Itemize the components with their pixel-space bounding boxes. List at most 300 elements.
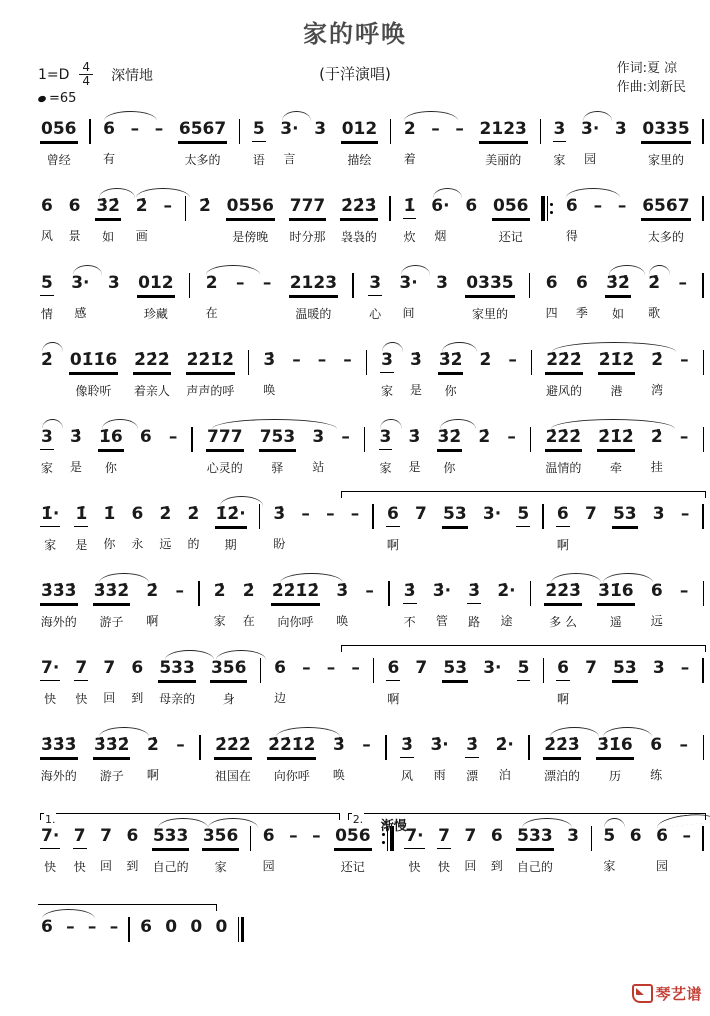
note-token [128, 658, 146, 705]
note-digits: 7 [415, 504, 427, 524]
note-digits: – [431, 119, 440, 139]
lyric: 家 [553, 153, 566, 167]
lyric [521, 538, 525, 552]
note-digits: 3· [399, 273, 418, 293]
lyric: 四 [545, 306, 558, 320]
note-token [213, 504, 249, 552]
lyric: 期 [224, 538, 237, 552]
note-digits: – [176, 735, 185, 755]
lyric: 边 [274, 691, 287, 705]
lyric: 时分那 [289, 230, 326, 244]
bar-line [542, 504, 543, 529]
note-digits: 01̇1̇6 [69, 350, 118, 373]
bar-line [372, 504, 373, 529]
lyric: 啊 [386, 538, 399, 552]
note-digits: 2̇ [146, 735, 159, 755]
note-digits: 2̇ [135, 196, 148, 216]
note-token [100, 119, 118, 166]
lyric: 到 [131, 691, 144, 705]
note-token [677, 427, 692, 474]
note-token [260, 826, 278, 873]
note-digits: 3̇ [273, 504, 286, 524]
lyric: 自己的 [516, 860, 553, 874]
lyric: 如 [612, 307, 625, 321]
lyric: 如 [102, 230, 115, 244]
note-token [595, 581, 637, 629]
lyric: 漂泊的 [543, 769, 580, 783]
note-token [362, 581, 377, 628]
note-digits: – [679, 735, 689, 755]
note-token [100, 658, 118, 705]
lyric: 啊 [146, 768, 159, 782]
note-digits: – [130, 119, 140, 139]
note-token [480, 504, 504, 551]
note-digits: – [312, 826, 321, 846]
lyric: 到 [126, 859, 139, 873]
lyric: 唤 [332, 768, 345, 782]
bar-line [702, 658, 703, 683]
site-watermark[interactable] [632, 983, 702, 1004]
lyric: 练 [650, 768, 663, 782]
note-digits: 2̇2̇3̇ [543, 735, 581, 758]
lyric: 感 [74, 306, 87, 320]
lyric: 遥 [609, 615, 622, 629]
note-digits: 3̇1̇6 [596, 735, 634, 758]
score-line [38, 273, 704, 350]
lyric: 自己的 [152, 860, 189, 874]
note-token [678, 658, 693, 705]
note-token [311, 119, 329, 166]
lyric [178, 614, 182, 628]
note-token [678, 504, 693, 551]
note-digits: – [682, 826, 691, 846]
note-token [287, 273, 340, 321]
note-digits: – [163, 196, 172, 216]
lyric [166, 229, 170, 243]
note-token [402, 826, 426, 874]
lyric: 快 [73, 860, 86, 874]
lyric: 挂 [650, 460, 663, 474]
lyric: 家 [381, 384, 394, 398]
note-token [677, 735, 692, 782]
lyric [490, 537, 494, 551]
note-token [333, 581, 351, 628]
note-digits: 2̇2̇2̇ [214, 735, 252, 758]
note-token [85, 917, 100, 964]
note-digits: 7 [585, 658, 597, 678]
bar-line [385, 735, 386, 760]
note-token [250, 119, 268, 167]
note-digits: 3 [107, 273, 120, 293]
lyric [238, 306, 242, 320]
note-token [594, 735, 636, 783]
note-token [600, 826, 618, 873]
note-digits: – [507, 427, 516, 447]
note-token [68, 273, 92, 320]
lyric: 你 [104, 461, 117, 475]
score-body [0, 111, 710, 994]
note-digits: 6 [575, 273, 588, 293]
note-token [430, 581, 454, 628]
note-token [480, 658, 504, 705]
note-token [309, 427, 327, 474]
note-token [107, 917, 122, 964]
note-digits: 2̇· [497, 581, 516, 601]
lyric [657, 537, 661, 551]
note-token [612, 119, 630, 166]
note-digits: 3̇3̇3̇ [40, 581, 78, 604]
note-digits: 6567 [178, 119, 227, 142]
note-token [463, 735, 481, 783]
bar-line [185, 196, 186, 221]
note-token [289, 350, 304, 397]
note-token [648, 427, 666, 474]
note-token [38, 826, 62, 874]
lyric: 站 [312, 460, 325, 474]
lyric: 历 [608, 769, 621, 783]
note-digits: 53 [442, 504, 468, 527]
note-digits: 3 [379, 427, 393, 450]
note-token [309, 826, 324, 873]
note-digits: 3̇ [403, 581, 417, 604]
lyric: 是 [409, 383, 422, 397]
lyric [318, 152, 322, 166]
note-digits: 3̇ [332, 735, 345, 755]
key-signature: 1=D [38, 66, 70, 83]
note-token [323, 504, 338, 551]
note-token [67, 350, 120, 398]
lyric [596, 229, 600, 243]
note-digits: 012 [137, 273, 175, 296]
lyric [45, 950, 49, 964]
note-digits: 3̇ [465, 735, 479, 758]
note-token [412, 504, 430, 551]
note-digits: 3̇2̇ [438, 350, 464, 373]
note-token [554, 504, 572, 552]
note-digits: 012 [341, 119, 379, 142]
note-digits: 056 [40, 119, 78, 142]
lyric [90, 950, 94, 964]
note-digits: 6 [41, 917, 53, 937]
note-digits: 2̇ [478, 427, 491, 447]
lyric: 心 [369, 307, 382, 321]
lyric: 向你呼 [273, 769, 310, 783]
note-token [543, 427, 585, 475]
note-token [315, 350, 330, 397]
lyric: 袅袅的 [340, 230, 377, 244]
lyric [265, 306, 269, 320]
lyric: 声声的呼 [186, 384, 235, 398]
note-digits: 3 [652, 504, 665, 524]
lyric: 季 [575, 306, 588, 320]
note-token [143, 581, 161, 628]
note-token [433, 273, 451, 320]
note-token [129, 504, 147, 551]
note-digits: 2̇ [198, 196, 211, 216]
note-digits: 5 [516, 504, 530, 527]
bar-line [89, 119, 90, 144]
note-digits: 6 [490, 826, 503, 846]
lyric: 曾经 [46, 153, 71, 167]
bar-line [702, 826, 703, 851]
note-digits: 0 [215, 917, 228, 937]
note-token [144, 735, 162, 782]
volta-bracket [40, 813, 340, 826]
note-digits: 3̇ [408, 427, 421, 447]
note-token [645, 273, 663, 320]
note-digits: 3̇ [400, 735, 414, 758]
note-token [461, 826, 479, 873]
note-token [137, 427, 155, 474]
lyric [620, 229, 624, 243]
bar-line [366, 350, 367, 375]
note-token [384, 504, 402, 552]
note-digits: – [154, 119, 164, 139]
lyric [133, 152, 137, 166]
note-token [269, 581, 322, 629]
lyric: 心灵的 [206, 461, 243, 475]
note-digits: 2 [205, 273, 218, 293]
note-token [277, 119, 301, 166]
note-token [610, 504, 640, 552]
note-token [463, 273, 516, 321]
note-digits: – [351, 658, 360, 678]
note-digits: 3̇1̇6 [597, 581, 635, 604]
note-token [66, 196, 84, 243]
lyric [304, 537, 308, 551]
lyric: 景 [68, 229, 81, 243]
note-token [398, 735, 416, 783]
note-digits: 3̇2̇ [437, 427, 463, 450]
note-token [91, 735, 133, 783]
note-token [401, 581, 419, 629]
lyric: 像聆听 [75, 384, 112, 398]
lyric: 唤 [336, 614, 349, 628]
note-token [240, 581, 258, 628]
lyric [112, 306, 116, 320]
bar-line [191, 427, 192, 452]
bar-line [390, 119, 391, 144]
lyric [685, 859, 689, 873]
note-digits: 2̇ [146, 581, 159, 601]
lyric [291, 859, 295, 873]
score-line [38, 917, 244, 994]
lyric: 雨 [433, 768, 446, 782]
lyric: 家 [40, 461, 53, 475]
note-digits: – [365, 581, 374, 601]
note-token [100, 504, 118, 551]
time-signature-top: 4 [82, 60, 91, 74]
bar-line [528, 735, 529, 760]
lyric [220, 950, 224, 964]
note-digits: 753 [259, 427, 297, 450]
note-token [440, 504, 470, 552]
note-token [578, 119, 602, 166]
note-digits: 6 [262, 826, 275, 846]
note-token [435, 826, 453, 874]
lyric [328, 537, 332, 551]
note-digits: – [617, 196, 627, 216]
lyric [295, 383, 299, 397]
note-token [173, 735, 188, 782]
bar-line [703, 350, 704, 375]
score-line [38, 658, 704, 735]
lyric [171, 460, 175, 474]
note-token [200, 826, 242, 874]
tempo-value: =65 [49, 91, 77, 106]
note-token [428, 196, 452, 243]
tempo-mark [38, 91, 76, 106]
note-token [71, 826, 89, 874]
note-token [412, 658, 430, 705]
lyric [683, 691, 687, 705]
lyric [179, 768, 183, 782]
note-token [67, 427, 85, 474]
lyric: 家 [379, 461, 392, 475]
note-digits: – [679, 427, 689, 447]
lyric: 你 [444, 384, 457, 398]
note-token [488, 826, 506, 873]
note-token [339, 119, 381, 167]
note-digits: – [289, 826, 298, 846]
lyric [634, 859, 638, 873]
note-digits: 3̇3̇2̇ [93, 581, 131, 604]
note-digits: 3· [71, 273, 90, 293]
score-line [38, 504, 704, 581]
lyric: 在 [242, 614, 255, 628]
note-token [257, 427, 299, 475]
note-digits: 6 [650, 581, 663, 601]
lyric: 漂 [466, 769, 479, 783]
note-digits: 2 [403, 119, 416, 139]
score-line [38, 119, 704, 196]
note-token [203, 273, 221, 320]
bar-line [530, 581, 531, 606]
note-token [541, 735, 583, 783]
brand-logo-icon [632, 984, 653, 1003]
lyric: 快 [44, 860, 57, 874]
note-digits: – [680, 350, 689, 370]
note-digits: 6 [465, 196, 478, 216]
note-digits: 5 [603, 826, 616, 846]
note-token [650, 504, 668, 551]
note-digits: – [292, 350, 301, 370]
lyric: 身 [222, 692, 235, 706]
note-token [166, 427, 181, 474]
note-digits: 356 [202, 826, 240, 849]
note-token [157, 504, 175, 551]
lyric: 牵 [609, 461, 622, 475]
lyric: 啊 [387, 692, 400, 706]
note-token [554, 658, 572, 706]
note-token [160, 196, 175, 243]
note-digits: 0335 [465, 273, 514, 296]
note-token [595, 427, 637, 475]
bar-line [702, 196, 703, 221]
note-digits: 7 [464, 826, 477, 846]
tempo-note-icon [37, 94, 47, 102]
lyric: 炊 [403, 230, 416, 244]
lyric: 向你呼 [277, 615, 314, 629]
lyric [623, 692, 627, 706]
lyric: 太多的 [647, 230, 684, 244]
note-token [359, 735, 374, 782]
note-token [679, 826, 694, 873]
bar-line [389, 196, 390, 221]
lyric: 到 [490, 859, 503, 873]
note-digits: 3̇ [467, 581, 481, 604]
volta-bracket [341, 645, 706, 652]
note-digits: 5 [40, 273, 54, 296]
note-token [650, 658, 668, 705]
note-token [286, 826, 301, 873]
note-token [366, 273, 384, 321]
note-digits: 3̇ [409, 350, 422, 370]
note-token [406, 427, 424, 474]
note-digits: 2̇ [242, 581, 255, 601]
bar-line [529, 273, 530, 298]
note-token [493, 735, 517, 782]
note-digits: 3̇· [430, 735, 449, 755]
score-line [38, 196, 704, 273]
note-token [384, 658, 402, 706]
note-digits: 0335 [641, 119, 690, 142]
bar-line [199, 735, 200, 760]
bar-line [703, 427, 704, 452]
note-token [627, 826, 645, 873]
note-digits: 7 [415, 658, 428, 678]
lyric: 是 [69, 460, 82, 474]
lyric: 家 [603, 859, 616, 873]
lyric: 避风的 [545, 384, 582, 398]
lyric: 园 [584, 152, 597, 166]
lyric: 远 [650, 614, 663, 628]
note-token [38, 917, 56, 964]
note-token [131, 350, 173, 398]
note-digits: 5 [252, 119, 266, 142]
note-digits: 6 [650, 735, 663, 755]
lyric: 温情的 [545, 461, 582, 475]
note-digits: – [455, 119, 464, 139]
lyric: 烟 [434, 229, 447, 243]
note-token [93, 196, 123, 244]
lyric: 唤 [263, 383, 276, 397]
note-token [452, 119, 467, 166]
note-token [338, 427, 353, 474]
note-digits: – [678, 273, 687, 293]
note-digits: 356 [210, 658, 248, 681]
bar-line [543, 658, 544, 683]
lyric [453, 538, 457, 552]
lyric [511, 383, 515, 397]
lyric [314, 859, 318, 873]
lyric [522, 692, 526, 706]
note-token [543, 350, 585, 398]
note-digits: 2̇ [159, 504, 172, 524]
note-token [514, 826, 556, 874]
note-token [38, 119, 80, 167]
note-digits: 6 [68, 196, 81, 216]
note-digits: – [341, 427, 350, 447]
note-digits: 2̇ [187, 504, 200, 524]
note-token [204, 427, 246, 475]
lyric: 驿 [271, 461, 284, 475]
note-token [377, 427, 395, 475]
lyric: 祖国在 [214, 769, 251, 783]
lyric [329, 691, 333, 705]
lyric: 着亲人 [133, 384, 170, 398]
note-token [38, 350, 56, 397]
